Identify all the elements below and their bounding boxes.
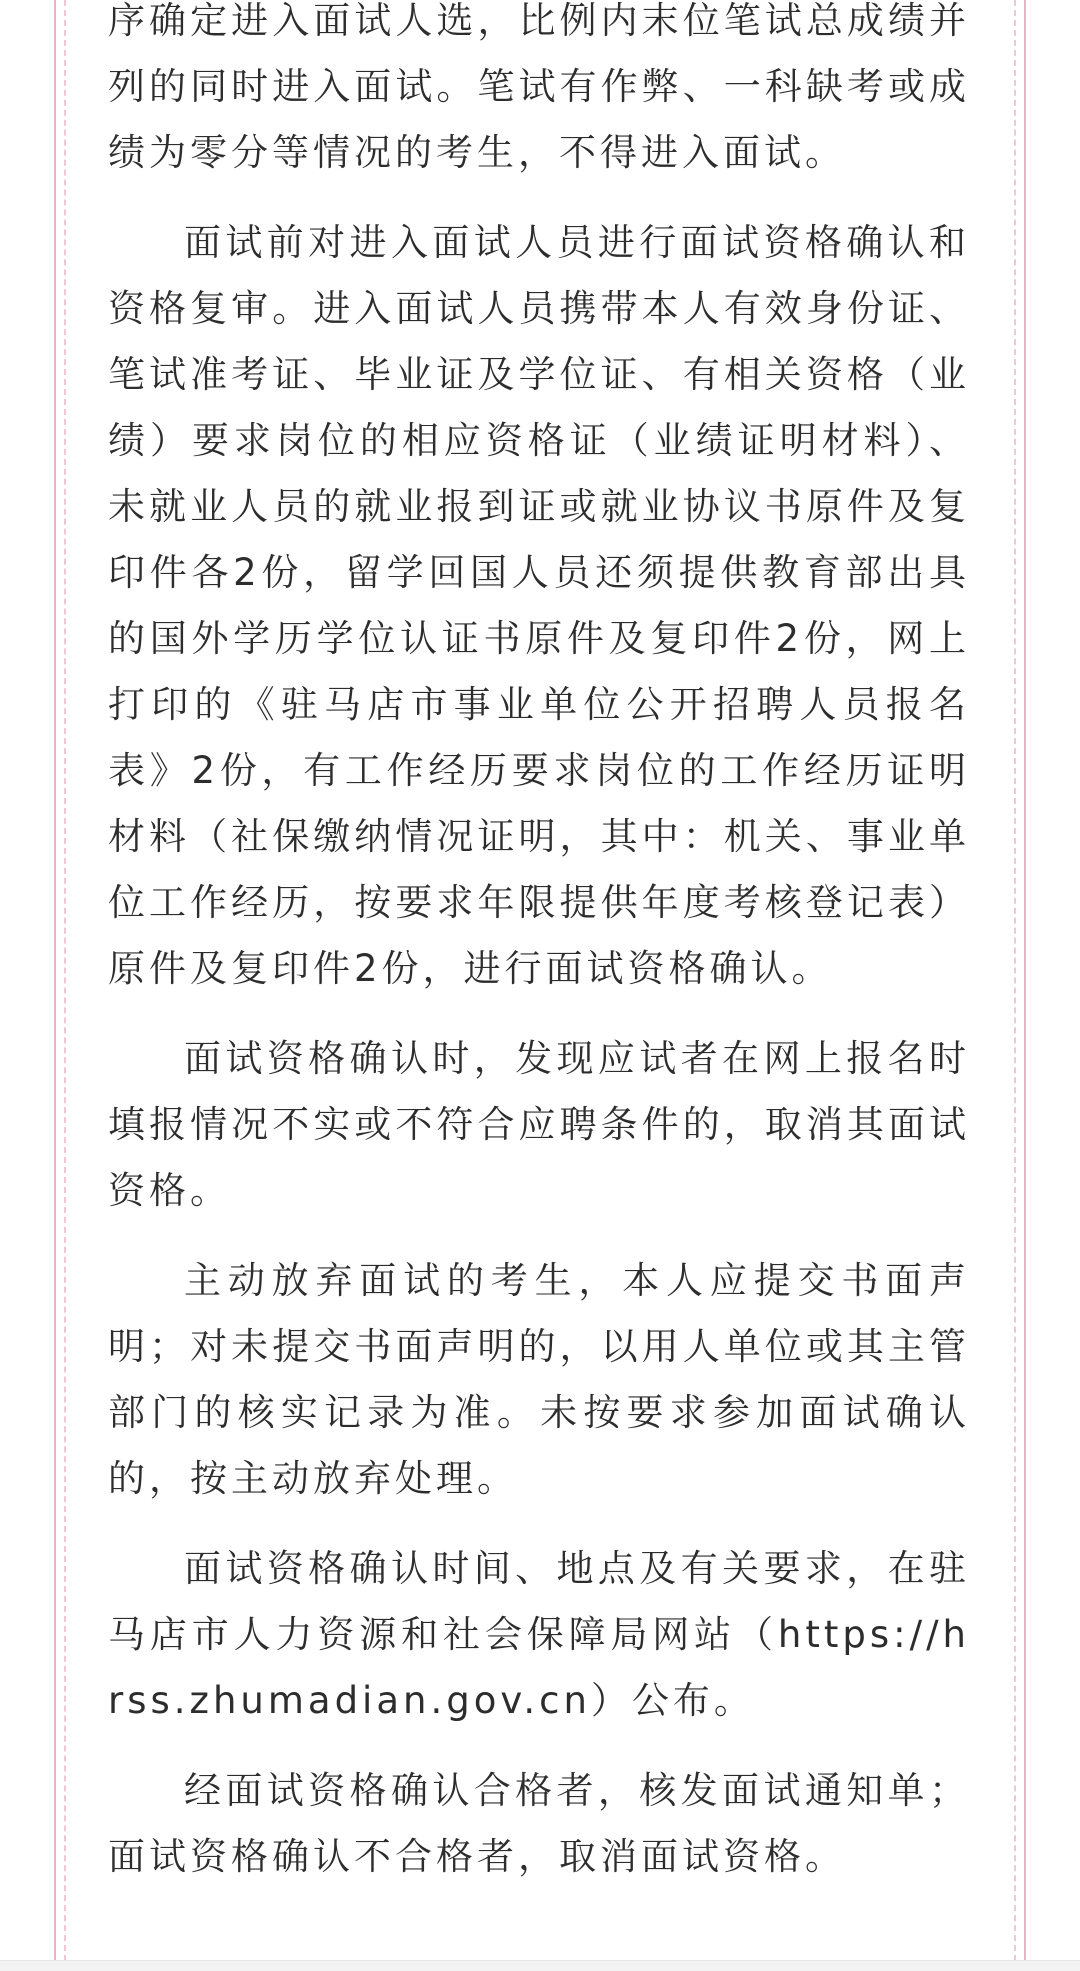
decorative-border-left-inner [64, 0, 66, 1971]
paragraph-time-location-notice: 面试资格确认时间、地点及有关要求，在驻马店市人力资源和社会保障局网站（https://hrss.zhumadian.gov.cn）公布。 [108, 1547, 970, 1722]
decorative-border-right-outer [1024, 0, 1026, 1971]
decorative-border-right-inner [1014, 0, 1016, 1971]
paragraph-qualification-check: 面试前对进入面试人员进行面试资格确认和资格复审。进入面试人员携带本人有效身份证、笔试准考证、毕业证及学位证、有相关资格（业绩）要求岗位的相应资格证（业绩证明材料）、未就业人员的就业报到证或就业协议书原件及复印件各2份，留学回国人员还须提供教育部出具的国外学历学位认证书原件及复印件2份，网上打印的《驻马店市事业单位公开招聘人员报名表》2份，有工作经历要求岗位的工作经历证明材料（社保缴纳情况证明，其中：机关、事业单位工作经历，按要求年限提供年度考核登记表）原件及复印件2份，进行面试资格确认。 [108, 221, 970, 990]
bottom-edge [0, 1960, 1080, 1971]
decorative-border-left-outer [54, 0, 56, 1971]
paragraph-written-exam-ranking: 序确定进入面试人选，比例内末位笔试总成绩并列的同时进入面试。笔试有作弊、一科缺考或成绩为零分等情况的考生，不得进入面试。 [108, 0, 970, 174]
article-body [108, 0, 970, 1914]
paragraph-false-information: 面试资格确认时，发现应试者在网上报名时填报情况不实或不符合应聘条件的，取消其面试资格。 [108, 1037, 970, 1212]
paragraph-interview-notice: 经面试资格确认合格者，核发面试通知单；面试资格确认不合格者，取消面试资格。 [108, 1769, 970, 1878]
paragraph-voluntary-withdrawal: 主动放弃面试的考生，本人应提交书面声明；对未提交书面声明的，以用人单位或其主管部门的核实记录为准。未按要求参加面试确认的，按主动放弃处理。 [108, 1259, 970, 1500]
